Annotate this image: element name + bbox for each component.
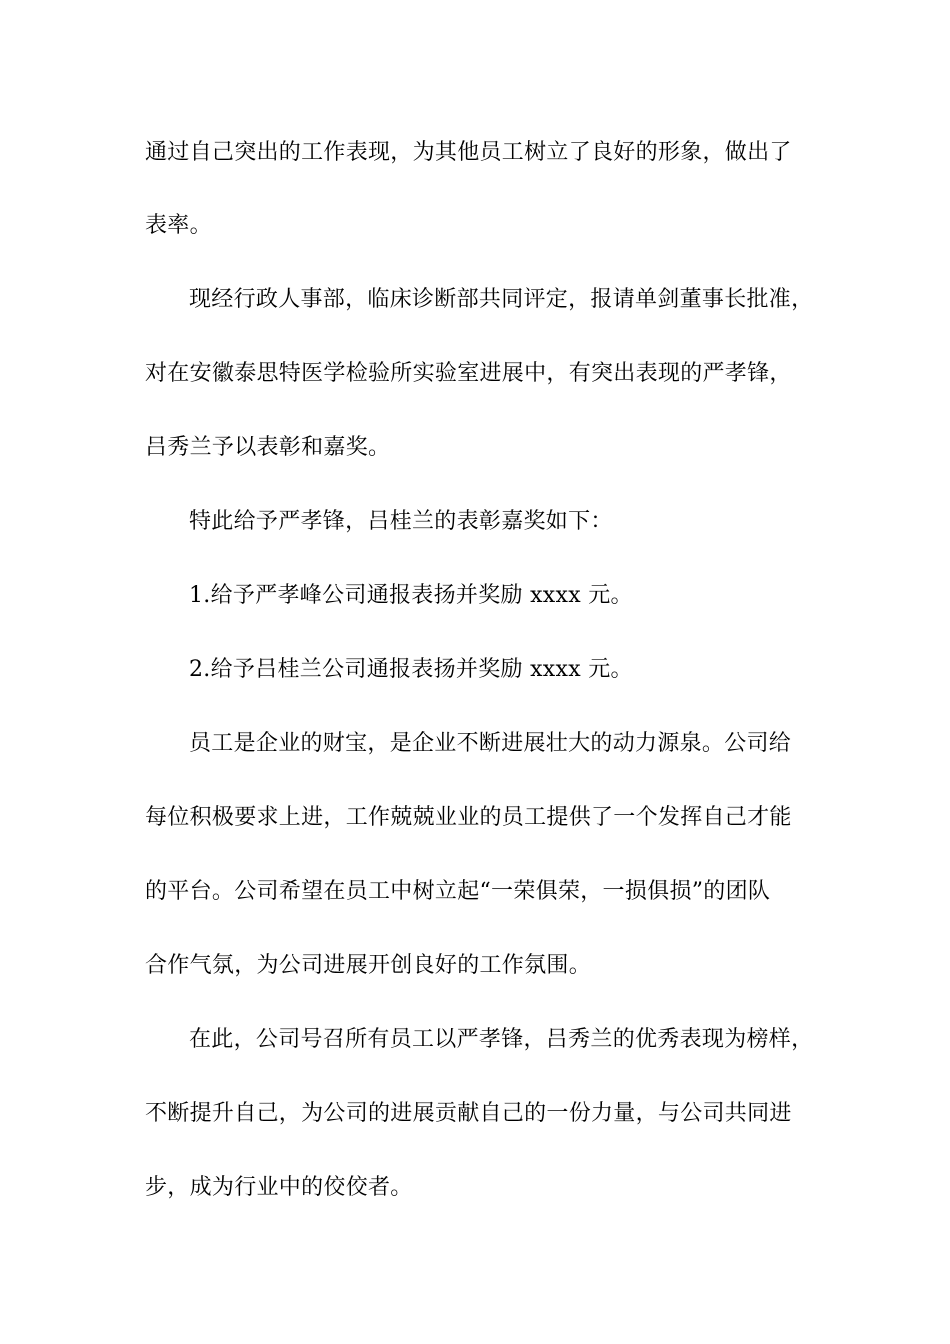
list-item-1: 1.给予严孝峰公司通报表扬并奖励 xxxx 元。 [189, 583, 633, 608]
text-line-13: 在此，公司号召所有员工以严孝锋，吕秀兰的优秀表现为榜样， [189, 1027, 814, 1052]
text-line-2: 表率。 [145, 213, 212, 238]
text-line-14: 不断提升自己，为公司的进展贡献自己的一份力量，与公司共同进 [145, 1101, 792, 1126]
text-line-11: 的平台。公司希望在员工中树立起“一荣俱荣，一损俱损”的团队 [145, 879, 771, 904]
list-item-2: 2.给予吕桂兰公司通报表扬并奖励 xxxx 元。 [189, 657, 633, 682]
text-line-10: 每位积极要求上进，工作兢兢业业的员工提供了一个发挥自己才能 [145, 805, 792, 830]
text-line-3: 现经行政人事部，临床诊断部共同评定，报请单剑董事长批准， [189, 287, 814, 312]
text-line-12: 合作气氛，为公司进展开创良好的工作氛围。 [145, 953, 592, 978]
text-line-9: 员工是企业的财宝，是企业不断进展壮大的动力源泉。公司给 [189, 731, 792, 756]
text-line-15: 步，成为行业中的佼佼者。 [145, 1175, 413, 1200]
text-line-6: 特此给予严孝锋，吕桂兰的表彰嘉奖如下： [189, 509, 613, 534]
text-line-5: 吕秀兰予以表彰和嘉奖。 [145, 435, 391, 460]
text-line-1: 通过自己突出的工作表现，为其他员工树立了良好的形象，做出了 [145, 140, 792, 165]
text-line-4: 对在安徽泰思特医学检验所实验室进展中，有突出表现的严孝锋， [145, 361, 792, 386]
